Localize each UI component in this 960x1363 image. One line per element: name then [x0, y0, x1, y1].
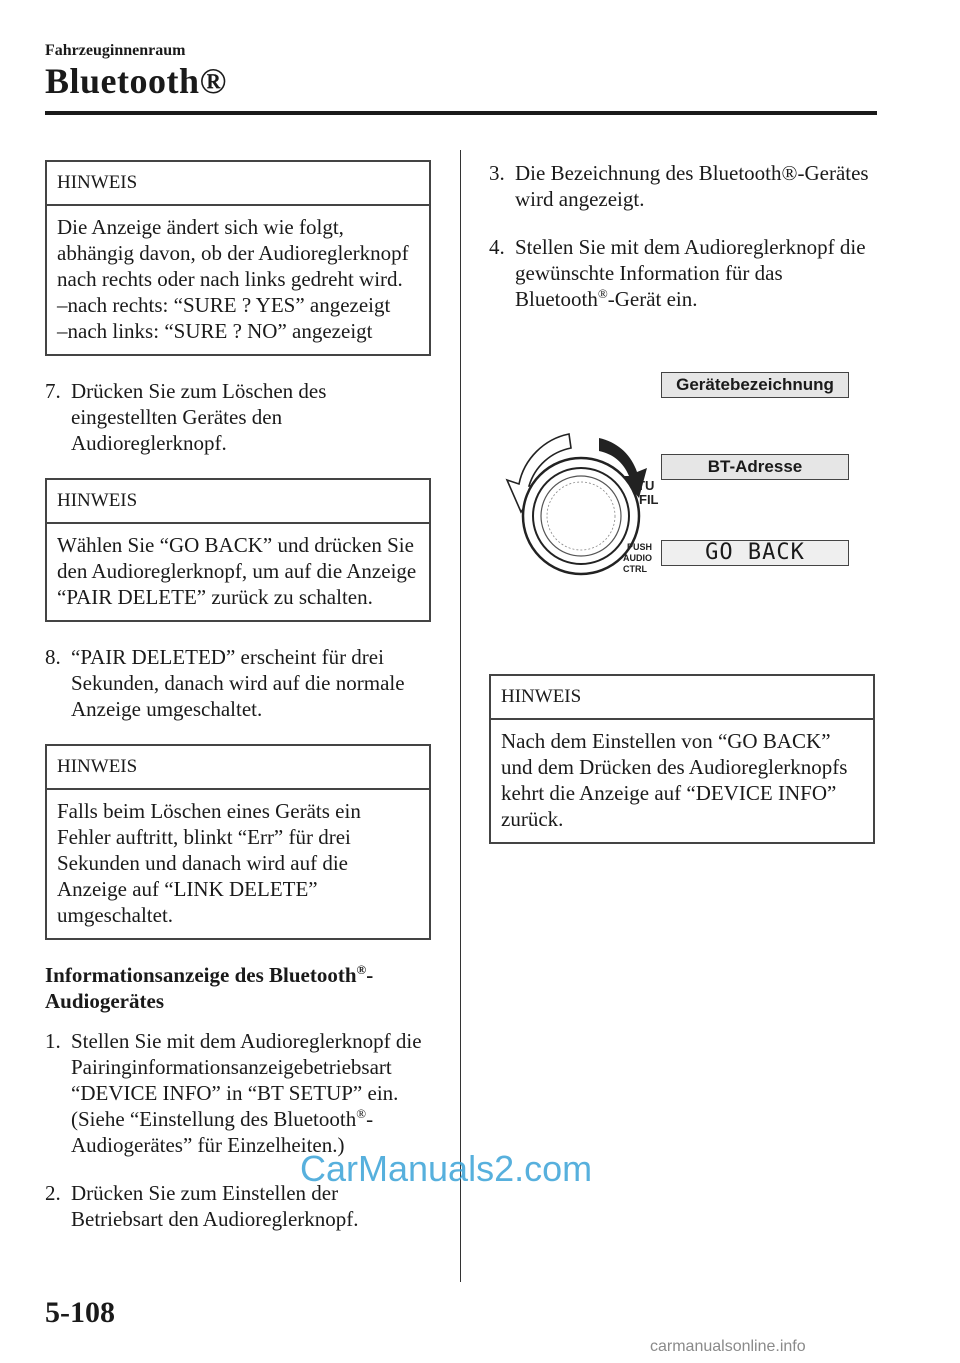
- step-8: [45, 644, 431, 722]
- subheading-text: Informationsanzeige des Bluetooth: [45, 963, 357, 987]
- step-4: [489, 234, 875, 312]
- note-heading: HINWEIS: [47, 162, 429, 206]
- subheading-device-info: [45, 962, 431, 1014]
- step-text: Die Bezeichnung des Bluetooth®-Gerätes wird angezeigt.: [515, 161, 869, 211]
- note-body: [47, 790, 429, 938]
- knob-label-ctrl: CTRL: [623, 564, 647, 574]
- step-text: Drücken Sie zum Einstellen der Betriebsart den Audioreglerknopf.: [71, 1181, 359, 1231]
- registered-mark: ®: [597, 286, 608, 301]
- note-text: Die Anzeige ändert sich wie folgt, abhängig davon, ob der Audioreglerknopf nach rechts oder nach links gedreht wird.: [57, 215, 409, 291]
- page-number: 5-108: [45, 1296, 115, 1329]
- step-number: 2.: [45, 1181, 61, 1205]
- step-number: 8.: [45, 645, 61, 669]
- page-title: Bluetooth®: [45, 61, 227, 101]
- site-footer: carmanualsonline.info: [650, 1338, 806, 1355]
- note-body: [47, 524, 429, 620]
- note-heading: HINWEIS: [47, 480, 429, 524]
- display-go-back: GO BACK: [661, 540, 849, 566]
- note-text: Nach dem Einstellen von “GO BACK” und dem Drücken des Audioreglerknopfs kehrt die Anzeige auf “DEVICE INFO” zurück.: [501, 729, 848, 831]
- note-box-error: [45, 744, 431, 940]
- note-heading: HINWEIS: [491, 676, 873, 720]
- display-bt-address: BT-Adresse: [661, 454, 849, 480]
- note-text: Falls beim Löschen eines Geräts ein Fehler auftritt, blinkt “Err” für drei Sekunden und danach wird auf die Anzeige auf “LINK DELETE” umgeschaltet.: [57, 799, 361, 927]
- step-text: Drücken Sie zum Löschen des eingestellten Gerätes den Audioreglerknopf.: [71, 379, 327, 455]
- knob-face: [541, 476, 621, 556]
- left-column: [45, 160, 431, 1254]
- note-body: [491, 720, 873, 842]
- knob-label-tune: TU: [637, 478, 655, 493]
- step-text: Stellen Sie mit dem Audioreglerknopf die gewünschte Information für das Bluetooth: [515, 235, 866, 311]
- step-number: 7.: [45, 379, 61, 403]
- subheading-text-end: -Audiogerätes: [45, 963, 374, 1013]
- step-number: 3.: [489, 161, 505, 185]
- note-body: [47, 206, 429, 354]
- step-text-end: -Gerät ein.: [607, 287, 698, 311]
- step-3: [489, 160, 875, 212]
- reference-text: (Siehe “Einstellung des Bluetooth: [71, 1107, 357, 1131]
- step-1: [45, 1028, 431, 1158]
- step-number: 4.: [489, 235, 505, 259]
- reference-text-end: -Audiogerätes” für Einzelheiten.): [71, 1107, 374, 1157]
- step-number: 1.: [45, 1029, 61, 1053]
- registered-mark: ®: [356, 1106, 367, 1121]
- column-divider: [460, 150, 461, 1282]
- note-text-right: –nach rechts: “SURE ? YES” angezeigt: [57, 293, 391, 317]
- display-device-name: Gerätebezeichnung: [661, 372, 849, 398]
- right-column: [489, 160, 875, 866]
- knob-label-file: FIL: [639, 492, 659, 507]
- knob-label-audio: AUDIO: [623, 553, 652, 563]
- registered-mark: ®: [356, 962, 367, 977]
- note-heading: HINWEIS: [47, 746, 429, 790]
- step-7: [45, 378, 431, 456]
- step-text: Stellen Sie mit dem Audioreglerknopf die Pairinginformationsanzeigebetriebsart “DEVICE INFO” in “BT SETUP” ein.: [71, 1029, 422, 1105]
- note-text-left: –nach links: “SURE ? NO” angezeigt: [57, 319, 373, 343]
- watermark-logo: CarManuals2.com: [300, 1148, 593, 1189]
- section-label: Fahrzeuginnenraum: [45, 42, 186, 59]
- header-rule: [45, 111, 877, 115]
- audio-knob-illustration: [499, 394, 669, 594]
- step-text: “PAIR DELETED” erscheint für drei Sekunden, danach wird auf die normale Anzeige umgeschaltet.: [71, 645, 405, 721]
- note-box-go-back: [45, 478, 431, 622]
- note-text: Wählen Sie “GO BACK” und drücken Sie den Audioreglerknopf, um auf die Anzeige “PAIR DELETE” zurück zu schalten.: [57, 533, 417, 609]
- audio-knob-figure: [489, 334, 875, 624]
- knob-label-push: PUSH: [627, 542, 653, 552]
- note-box-device-info: [489, 674, 875, 844]
- note-box-display-change: [45, 160, 431, 356]
